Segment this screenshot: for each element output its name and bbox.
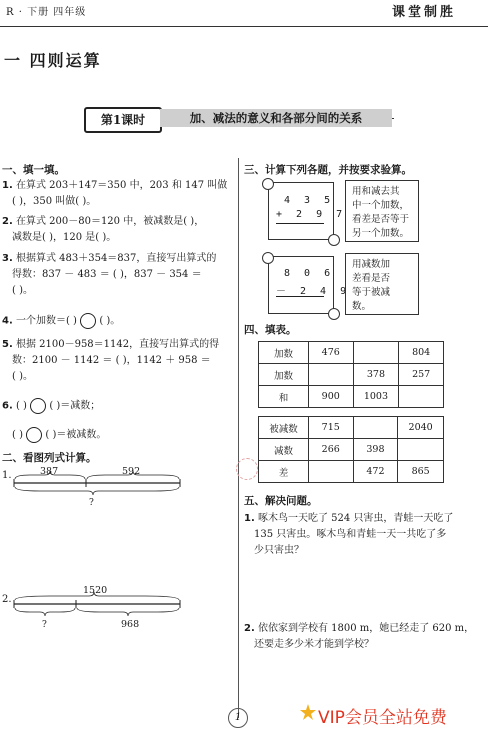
question-text: ( )，350 叫做( )。: [12, 196, 97, 207]
question-number: 2.: [244, 623, 255, 634]
calc-2-rule: [276, 296, 324, 297]
problem-1: [244, 511, 484, 559]
table-row: [259, 417, 444, 439]
watermark-stamp: [236, 458, 258, 480]
question-number: 6.: [2, 400, 13, 412]
lesson-topic: 加、减法的意义和各部分间的关系: [160, 109, 392, 127]
table-cell: 加数: [259, 364, 309, 386]
note-line: 另一个加数。: [352, 228, 410, 239]
diagram-2-total: 1520: [83, 585, 108, 596]
question-text: 少只害虫？: [254, 545, 304, 556]
diagram-1: [0, 460, 236, 520]
diagram-1-number: 1.: [2, 470, 12, 481]
question-text: ( )。: [12, 285, 33, 296]
table-cell[interactable]: [353, 417, 398, 439]
table-cell: 476: [308, 342, 353, 364]
subtraction-table: [258, 416, 444, 483]
problem-2: [244, 621, 484, 653]
table-cell[interactable]: [308, 364, 353, 386]
scroll-curl: [262, 178, 274, 190]
question-2: [2, 214, 234, 246]
question-text: 依依家到学校有 1800 m，她已经走了 620 m，: [257, 623, 475, 634]
table-cell: 2040: [398, 417, 444, 439]
question-6: [2, 398, 234, 415]
table-row: [259, 461, 444, 483]
question-number: 1.: [244, 513, 255, 524]
note-line: 用和减去其: [352, 186, 400, 197]
diagram-2-label-b: 968: [121, 619, 140, 630]
calc-1-bottom: + 2 9 7: [276, 209, 347, 220]
question-text: 得数：837 － 483 ＝ ( )，837 － 354 ＝: [12, 269, 202, 280]
table-cell: 398: [353, 439, 398, 461]
table-cell: 加数: [259, 342, 309, 364]
calc-2-top: 8 0 6: [284, 268, 335, 279]
question-text: ( ): [12, 429, 23, 441]
question-4: [2, 313, 234, 330]
table-cell[interactable]: [399, 386, 444, 408]
table-cell: 和: [259, 386, 309, 408]
note-line: 看差是否等于: [352, 214, 410, 225]
scroll-curl: [328, 234, 340, 246]
table-row: [259, 386, 444, 408]
question-number: 3.: [2, 253, 13, 264]
section-fill-in: 一、填一填。: [2, 164, 65, 176]
page-number: 1: [228, 708, 248, 728]
question-6b: [12, 427, 234, 444]
note-line: 数。: [352, 301, 372, 312]
lesson-label: 第1课时: [84, 107, 162, 133]
star-icon: [300, 704, 316, 720]
blank-circle[interactable]: [30, 398, 46, 414]
header-left: R · 下册 四年级: [6, 7, 87, 18]
question-text: 一个加数＝( ): [15, 315, 77, 327]
question-number: 4.: [2, 315, 13, 327]
blank-circle[interactable]: [26, 427, 42, 443]
question-text: 135 只害虫。啄木鸟和青蛙一天一共吃了多: [254, 529, 447, 540]
diagram-2-number: 2.: [2, 594, 12, 605]
note-line: 等于被减: [352, 287, 391, 298]
table-cell: 715: [308, 417, 353, 439]
question-number: 1.: [2, 180, 13, 191]
table-cell: 266: [308, 439, 353, 461]
calc-1-rule: [276, 223, 324, 224]
question-text: 在算式 203＋147＝350 中，203 和 147 叫做: [15, 180, 228, 191]
diagram-1-unknown: ?: [89, 498, 94, 508]
table-row: [259, 342, 444, 364]
table-cell[interactable]: [353, 342, 399, 364]
question-text: 根据算式 483＋354＝837，直接写出算式的: [15, 253, 217, 264]
question-text: 减数是( )，120 是( )。: [12, 232, 117, 243]
table-cell: 257: [399, 364, 444, 386]
note-line: 用减数加: [352, 259, 391, 270]
question-text: ( )。: [12, 371, 33, 382]
table-cell: 差: [259, 461, 309, 483]
question-text: 根据 2100－958＝1142，直接写出算式的得: [15, 339, 220, 350]
blank-circle[interactable]: [80, 313, 96, 329]
note-line: 中一个加数，: [352, 200, 410, 211]
table-cell: 378: [353, 364, 399, 386]
table-row: [259, 439, 444, 461]
note-line: 差看是否: [352, 273, 391, 284]
column-divider: [238, 158, 239, 718]
question-text: 还要走多少米才能到学校？: [254, 639, 374, 650]
table-cell[interactable]: [308, 461, 353, 483]
diagram-2: [0, 585, 236, 645]
calc-2-note: [345, 253, 419, 315]
question-text: ( ): [15, 400, 27, 412]
question-number: 2.: [2, 216, 13, 227]
diagram-2-unknown: ?: [42, 620, 47, 630]
addition-table: [258, 341, 444, 408]
table-cell: 减数: [259, 439, 309, 461]
header-rule: [0, 26, 488, 27]
diagram-1-label-a: 387: [40, 466, 59, 477]
question-text: 啄木鸟一天吃了 524 只害虫，青蛙一天吃了: [257, 513, 454, 524]
scroll-curl: [262, 252, 274, 264]
table-cell: 804: [399, 342, 444, 364]
question-text: ( )＝被减数。: [45, 429, 107, 441]
table-cell: 1003: [353, 386, 399, 408]
section-table: 四、填表。: [244, 324, 297, 336]
section-compute: 三、计算下列各题，并按要求验算。: [244, 164, 412, 176]
table-cell: 472: [353, 461, 398, 483]
table-cell[interactable]: [398, 439, 444, 461]
question-number: 5.: [2, 339, 13, 350]
question-5: [2, 337, 234, 385]
table-row: [259, 364, 444, 386]
section-problems: 五、解决问题。: [244, 495, 318, 507]
question-text: 数：2100 － 1142 ＝ ( )，1142 ＋ 958 ＝: [12, 355, 211, 366]
section-diagram: 二、看图列式计算。: [2, 452, 97, 464]
chapter-title: 一 四则运算: [4, 51, 102, 70]
calc-2-bottom: － 2 4 9: [276, 286, 351, 297]
question-text: ( )＝减数；: [49, 400, 101, 412]
calc-1-note: [345, 180, 419, 242]
table-cell: 900: [308, 386, 353, 408]
calc-1-top: 4 3 5: [284, 195, 335, 206]
table-cell: 被减数: [259, 417, 309, 439]
header-brand: 课堂制胜: [392, 5, 457, 20]
table-cell: 865: [398, 461, 444, 483]
scroll-curl: [328, 308, 340, 320]
question-text: 在算式 200－80＝120 中，被减数是( )，: [15, 216, 205, 227]
vip-banner[interactable]: VIP会员全站免费: [318, 708, 447, 728]
question-3: [2, 251, 234, 299]
question-1: [2, 178, 234, 210]
diagram-1-label-b: 592: [122, 466, 141, 477]
question-text: ( )。: [99, 315, 121, 327]
